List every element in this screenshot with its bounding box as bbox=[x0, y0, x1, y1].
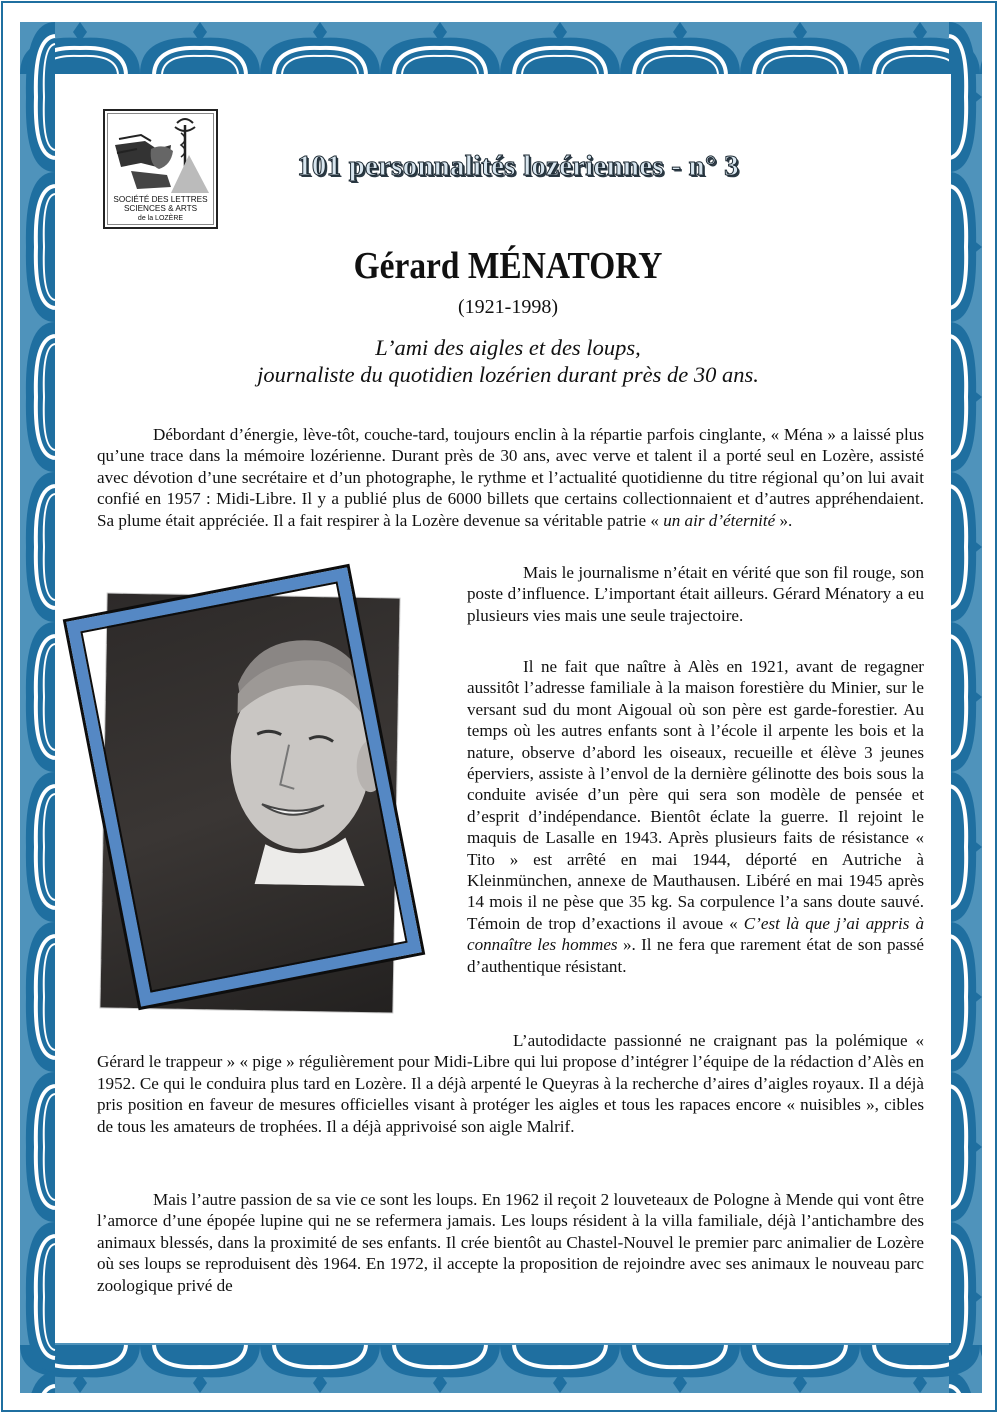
paragraph-intro-end: ». bbox=[775, 510, 793, 530]
hermes-emblem-icon bbox=[111, 115, 211, 195]
ornament-motif bbox=[26, 772, 55, 922]
tagline-line1: L’ami des aigles et des loups, bbox=[375, 335, 641, 360]
paragraph-journalism bbox=[467, 562, 924, 626]
series-title: 101 personnalités lozériennes - n° 3 bbox=[297, 150, 739, 182]
ornament-motif bbox=[972, 839, 982, 855]
ornament-motif bbox=[260, 1345, 380, 1377]
tagline bbox=[0, 334, 1000, 388]
ornament-motif bbox=[972, 1139, 982, 1155]
quote-italic: un air d’éternité bbox=[663, 510, 776, 530]
ornament-motif bbox=[980, 1345, 982, 1377]
ornament-motif bbox=[972, 89, 982, 105]
quote-italic-2: C’est là que j’ai appris à connaître les hommes bbox=[467, 913, 924, 955]
ornament-motif bbox=[972, 1289, 982, 1305]
logo-text-line3: de la LOZÈRE bbox=[137, 215, 184, 222]
paragraph-eagles bbox=[97, 1030, 924, 1137]
ornament-motif bbox=[500, 1345, 620, 1377]
ornament-motif bbox=[972, 539, 982, 555]
ornament-motif bbox=[972, 689, 982, 705]
ornament-motif bbox=[620, 1345, 740, 1377]
ornament-motif bbox=[26, 922, 55, 1072]
person-name: Gérard MÉNATORY bbox=[353, 245, 663, 287]
logo-text-line1: SOCIÉTÉ DES LETTRES bbox=[113, 195, 208, 204]
paragraph-youth-resistance bbox=[467, 656, 924, 977]
ornament-motif bbox=[949, 1372, 976, 1393]
ornament-motif bbox=[980, 38, 982, 74]
society-logo bbox=[103, 109, 218, 229]
life-dates: (1921-1998) bbox=[458, 296, 558, 318]
paragraph-wolves-text: Mais l’autre passion de sa vie ce sont les loups. En 1962 il reçoit 2 louveteaux de Pologne à Mende qui vont être l’amorce d’une épopée lupine qui ne se refermera jamais. Les loups résident à la villa familiale, déjà l’antichambre des animaux blessés, dans la proximité de ses enfants. Il crée bientôt au Chastel-Nouvel le premier parc animalier de Lozère où ses loups se reproduisent dès 1964. En 1972, il accepte la proposition de rejoindre avec ses animaux le nouveau parc zoologique privé de bbox=[97, 1190, 924, 1295]
paragraph-intro bbox=[97, 424, 924, 531]
logo-text-line2: SCIENCES & ARTS bbox=[123, 204, 198, 213]
ornament-motif bbox=[26, 1372, 55, 1393]
ornament-motif bbox=[972, 989, 982, 1005]
paragraph-youth-end: ». Il ne fera que rarement état de son passé d’authentique résistant. bbox=[467, 935, 925, 976]
paragraph-youth-text: Il ne fait que naître à Alès en 1921, avant de regagner aussitôt l’adresse familiale à la maison forestière du Minier, sur le versant sud du mont Aigoual où son père est garde-forestier. Au temps où les autres enfants sont à l’école il arpente les bois et la nature, observe d’abord les oiseaux, recueille et élève 3 jeunes éperviers, assiste à l’envol de la dernière gélinotte des bois sous la conduite avisée d’un père qui sera son modèle de pensée et d’esprit d’indépendance. Bientôt éclate la guerre. Il rejoint le maquis de Lasalle en 1943. Après plusieurs faits de résistance « Tito » est arrêté en mai 1944, déporté en Autriche à Kleinmünchen, annexe de Mauthausen. Libéré en mai 1945 après 14 mois il ne pèse que 35 kg. Sa corpulence l’a sans doute sauvé. Témoin de trop d’exactions il avoue « bbox=[467, 657, 924, 933]
ornament-motif bbox=[972, 239, 982, 255]
ornament-motif bbox=[140, 1345, 260, 1377]
ornament-motif bbox=[972, 389, 982, 405]
tagline-line2: journaliste du quotidien lozérien durant près de 30 ans. bbox=[257, 362, 759, 387]
ornament-motif bbox=[380, 1345, 500, 1377]
ornament-motif bbox=[26, 622, 55, 772]
paragraph-wolves bbox=[97, 1189, 924, 1296]
paragraph-intro-text: Débordant d’énergie, lève-tôt, couche-tard, toujours enclin à la répartie parfois cinglante, « Ména » a laissé plus qu’une trace dans la mémoire lozérienne. Durant près de 30 ans, avec verve et talent il a porté seul en Lozère, assisté avec dévotion d’une secrétaire et d’un photographe, le rythme et l’actualité quotidienne du titre régional qu’on lui avait confié en 1957 : Midi-Libre. Il y a publié plus de 6000 billets que certains collectionnaient et d’autres appréhendaient. Sa plume était appréciée. Il a fait respirer à la Lozère devenue sa véritable patrie « bbox=[97, 425, 924, 530]
paragraph-eagles-text: L’autodidacte passionné ne craignant pas la polémique « Gérard le trappeur » « pige » régulièrement pour Midi-Libre qui lui propose d’intégrer l’équipe de la rédaction d’Alès en 1952. Ce qui le conduira plus tard en Lozère. Il a déjà arpenté le Queyras à la recherche d’aires d’aigles royaux. Il a déjà pris position en faveur de mesures officielles visant à protéger les aigles et tous les rapaces encore « nuisibles », cibles de tous les amateurs de trophées. Il a déjà apprivoisé son aigle Malrif. bbox=[97, 1031, 924, 1136]
ornament-motif bbox=[26, 1072, 55, 1222]
ornament-motif bbox=[26, 22, 55, 172]
ornament-motif bbox=[740, 1345, 860, 1377]
ornament-motif bbox=[26, 472, 55, 622]
paragraph-journalism-text: Mais le journalisme n’était en vérité que son fil rouge, son poste d’influence. L’important était ailleurs. Gérard Ménatory a eu plusieurs vies mais une seule trajectoire. bbox=[467, 563, 924, 625]
